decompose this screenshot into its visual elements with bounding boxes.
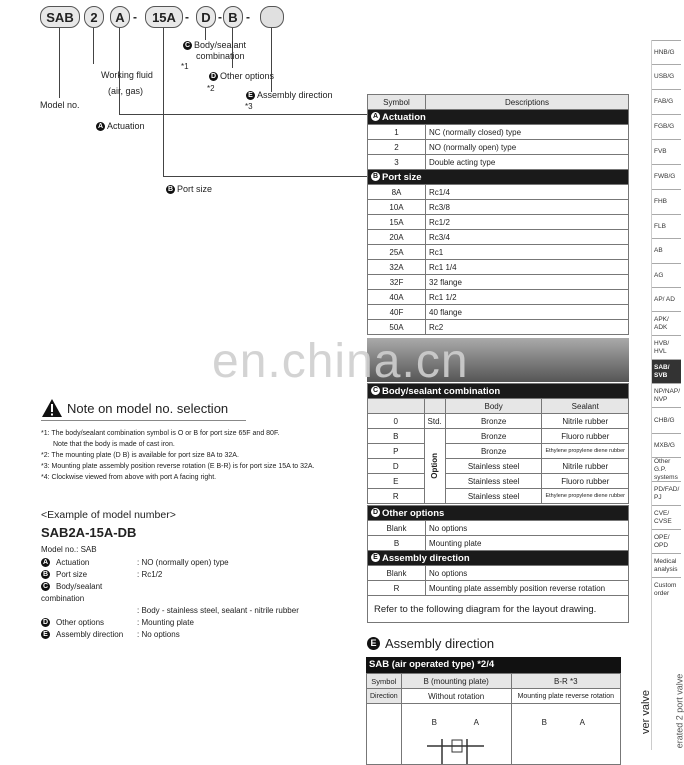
example-model-no: Model no.: SAB [41,545,97,554]
side-tab[interactable]: FHB [652,189,681,214]
side-tab[interactable]: AB [652,238,681,263]
table-row [368,521,629,536]
side-tab[interactable]: FVB [652,139,681,164]
table-row [368,215,629,230]
col-sealant-header: Sealant [542,399,629,414]
side-tab[interactable]: AP/ AD [652,287,681,311]
letter-a-icon: A [372,113,379,121]
code-separator: - [246,10,250,24]
row-symbol: D [368,459,425,474]
code-port-size: 15A [145,6,183,28]
letter-icon: C [42,583,49,591]
letter-e-icon: E [367,637,380,650]
row-description: Rc1 1/2 [426,290,629,305]
spec-table [367,94,629,335]
row-body: Bronze [445,429,542,444]
note-line: Note that the body is made of cast iron. [53,441,175,448]
model-no-label: Model no. [40,100,80,110]
port-size-section-header: B Port size [368,170,629,185]
side-vertical-text: ver valve erated 2 port valve [640,673,684,749]
row-description: Rc1/2 [426,215,629,230]
note-line: *2: The mounting plate (D B) is available for port size 8A to 32A. [41,452,239,459]
row-description: Double acting type [426,155,629,170]
col-body-header: Body [445,399,542,414]
row-symbol: Blank [368,521,426,536]
row-description: Rc3/8 [426,200,629,215]
table-row [368,140,629,155]
table-row [368,566,629,581]
row-sealant: Nitrile rubber [542,414,629,429]
table-row [368,260,629,275]
code-series: SAB [40,6,80,28]
other-options-table [367,505,629,623]
side-tab[interactable]: HNB/G [652,40,681,64]
side-tab[interactable]: APK/ ADK [652,311,681,335]
other-options-note: *2 [207,84,215,93]
letter-a-icon: A [97,123,104,131]
option-label: Option [424,429,445,504]
side-tab[interactable]: PD/FAD/ PJ [652,481,681,505]
code-separator: - [218,10,222,24]
col-symbol-header: Symbol [368,95,426,110]
example-item-label: Other options [56,618,105,627]
other-options-label: D Other options [210,71,275,81]
row-symbol: 8A [368,185,426,200]
actuation-label: A Actuation [97,121,145,131]
body-sealant-section-header: C Body/sealant combination [368,384,629,399]
example-item-label: Assembly direction [56,630,124,639]
row-symbol: 3 [368,155,426,170]
example-item-value: : Rc1/2 [137,570,163,579]
row-symbol: 32F [368,275,426,290]
body-sealant-table [367,383,629,504]
table-row [368,320,629,335]
row-description: NO (normally open) type [426,140,629,155]
row-symbol: B [368,536,426,551]
working-fluid-label: Working fluid [101,70,153,80]
note-line: *3: Mounting plate assembly position reverse rotation (E B-R) is for port size 15A to 32A. [41,463,315,470]
letter-icon: A [42,559,49,567]
example-item-label: Actuation [56,558,90,567]
example-items [41,557,299,641]
assembly-section-header: E Assembly direction [368,551,629,566]
row-body: Stainless steel [445,474,542,489]
example-item-label: Body/sealant combination [41,582,103,603]
row-description: Rc2 [426,320,629,335]
table-row [368,185,629,200]
letter-c-icon: C [184,42,191,50]
code-body-sealant: D [196,6,216,28]
table-row [368,125,629,140]
row-symbol: 50A [368,320,426,335]
row-symbol: 2 [368,140,426,155]
row-description: Mounting plate assembly position reverse rotation [426,581,629,596]
code-separator: - [185,10,189,24]
row-sealant: Ethylene propylene diene rubber [542,489,629,504]
example-item [41,581,299,605]
table-row [368,245,629,260]
row-symbol: R [368,489,425,504]
row-symbol: 1 [368,125,426,140]
row-body: Stainless steel [445,489,542,504]
side-tab[interactable]: FGB/G [652,114,681,139]
letter-b-icon: B [372,173,379,181]
example-item-value: : No options [137,630,180,639]
code-separator: - [133,10,137,24]
letter-icon: D [42,619,49,627]
row-symbol: 15A [368,215,426,230]
letter-b-icon: B [167,186,174,194]
example-item [41,617,299,629]
watermark: en.china.cn [212,335,469,388]
assembly-direction-label: E Assembly direction [246,90,333,100]
code-assembly [260,6,284,28]
row-description: Rc3/4 [426,230,629,245]
side-tab[interactable]: Other G.P. systems [652,457,681,481]
assembly-diagram-table [366,673,621,765]
letter-e-icon: E [371,553,380,562]
body-sealant-label-2: combination [196,51,245,61]
row-symbol: 0 [368,414,425,429]
row-symbol: 40F [368,305,426,320]
row-symbol: 40A [368,290,426,305]
port-a-label: A [473,718,479,727]
side-tab[interactable]: CVE/ CVSE [652,505,681,529]
warning-icon [41,398,63,418]
note-heading [41,398,228,418]
assembly-col-b: B (mounting plate) [401,674,511,689]
row-body: Stainless steel [445,459,542,474]
example-item [41,629,299,641]
note-line: *1: The body/sealant combination symbol is O or B for port size 65F and 80F. [41,430,280,437]
side-tab[interactable]: FAB/G [652,89,681,114]
table-row [368,200,629,215]
port-b-label: B [431,718,437,727]
side-tab[interactable]: USB/G [652,64,681,89]
valve-diagram-icon [422,734,492,764]
side-tab[interactable]: Custom order [652,577,681,601]
example-item [41,569,299,581]
example-heading: <Example of model number> [41,509,176,521]
table-row [368,290,629,305]
row-symbol: 32A [368,260,426,275]
row-symbol: 10A [368,200,426,215]
side-tab[interactable]: SAB/ SVB [652,359,681,383]
letter-icon: E [41,630,50,639]
row-description: 32 flange [426,275,629,290]
example-item-value: : NO (normally open) type [137,558,229,567]
code-actuation: A [110,6,130,28]
example-item-value: : Mounting plate [137,618,194,627]
table-row [368,459,629,474]
assembly-row-direction: Direction [367,689,402,704]
row-sealant: Ethylene propylene diene rubber [542,444,629,459]
letter-e-icon: E [246,91,255,100]
row-description: Rc1 [426,245,629,260]
side-tab[interactable]: CHB/G [652,407,681,433]
row-symbol: P [368,444,425,459]
example-model: SAB2A-15A-DB [41,525,137,540]
code-working-fluid: 2 [84,6,104,28]
row-body: Bronze [445,414,542,429]
row-description: Mounting plate [426,536,629,551]
note-title: Note on model no. selection [67,400,229,416]
assembly-col-symbol: Symbol [367,674,402,689]
port-size-label: B Port size [167,184,213,194]
assembly-col-br: B-R *3 [511,674,620,689]
table-row [368,305,629,320]
side-tab[interactable]: NP/NAP/ NVP [652,383,681,407]
table-row [368,489,629,504]
table-row [368,414,629,429]
table-row [368,444,629,459]
table-row [368,581,629,596]
port-b-label: B [541,718,547,727]
assembly-direction-note: *3 [245,102,253,111]
example-item [41,557,299,569]
col-descriptions-header: Descriptions [426,95,629,110]
row-description: 40 flange [426,305,629,320]
table-row [368,474,629,489]
letter-icon: B [42,571,49,579]
row-description: NC (normally closed) type [426,125,629,140]
side-tab[interactable]: MXB/G [652,433,681,457]
row-symbol: 25A [368,245,426,260]
side-tab[interactable]: FWB/G [652,164,681,189]
diagram-b-cell [401,704,511,765]
row-sealant: Fluoro rubber [542,429,629,444]
letter-c-icon: C [372,387,379,395]
row-symbol: 20A [368,230,426,245]
side-tab[interactable]: Medical analysis [652,553,681,577]
port-a-label: A [579,718,585,727]
table-row [368,230,629,245]
note-line: *4: Clockwise viewed from above with port A facing right. [41,474,217,481]
code-other-options: B [223,6,243,28]
example-item-label: Port size [56,570,88,579]
row-symbol: E [368,474,425,489]
row-symbol: R [368,581,426,596]
row-symbol: B [368,429,425,444]
assembly-footer-note: Refer to the following diagram for the layout drawing. [368,596,629,623]
side-tab[interactable]: HVB/ HVL [652,335,681,359]
assembly-dir-b: Without rotation [401,689,511,704]
example-item-value: : Body - stainless steel, sealant - nitrile rubber [137,606,299,615]
other-options-section-header: D Other options [368,506,629,521]
row-symbol: Blank [368,566,426,581]
table-row [368,536,629,551]
table-row [368,275,629,290]
working-fluid-sub-label: (air, gas) [108,86,144,96]
std-label: Std. [424,414,445,429]
assembly-section-title: E Assembly direction [367,636,494,651]
assembly-dir-br: Mounting plate reverse rotation [511,689,620,704]
body-sealant-label: C Body/sealant [184,40,247,50]
actuation-section-header: A Actuation [368,110,629,125]
diagram-br-cell [511,704,620,765]
letter-d-icon: D [372,509,379,517]
row-sealant: Nitrile rubber [542,459,629,474]
side-tab[interactable]: FLB [652,214,681,238]
example-item [41,605,299,617]
side-tab[interactable]: OPE/ OPD [652,529,681,553]
table-row [368,429,629,444]
side-tab[interactable]: AG [652,263,681,287]
row-description: Rc1 1/4 [426,260,629,275]
row-sealant: Fluoro rubber [542,474,629,489]
row-body: Bronze [445,444,542,459]
letter-d-icon: D [210,73,217,81]
table-row [368,155,629,170]
note-lines [41,428,315,483]
body-sealant-note: *1 [181,62,189,71]
row-description: No options [426,566,629,581]
row-description: Rc1/4 [426,185,629,200]
assembly-table-title: SAB (air operated type) *2/4 [366,657,621,673]
row-description: No options [426,521,629,536]
